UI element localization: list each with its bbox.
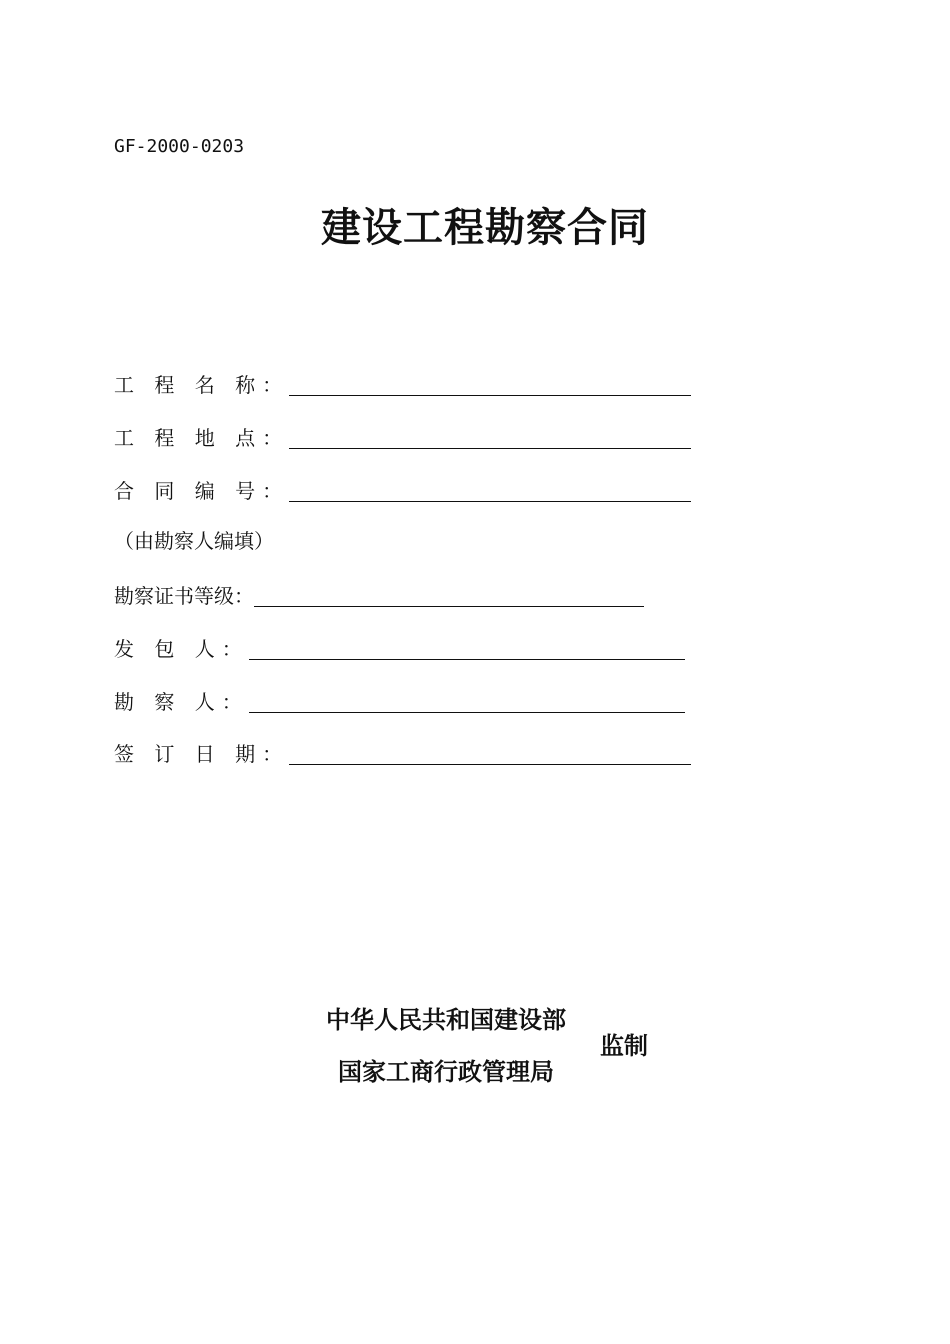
contract-number-note: （由勘察人编填） <box>114 529 274 553</box>
field-employer <box>114 632 685 662</box>
field-label: 勘察证书等级： <box>114 584 254 608</box>
field-label: 签 订 日 期： <box>114 742 290 766</box>
issuer-ministry: 中华人民共和国建设部 <box>326 1006 566 1034</box>
document-code: GF-2000-0203 <box>114 136 245 157</box>
field-underline[interactable] <box>289 426 691 449</box>
field-underline[interactable] <box>249 637 685 660</box>
field-signing-date <box>114 737 691 767</box>
field-label: 工 程 名 称： <box>114 373 290 397</box>
field-project-name <box>114 368 691 398</box>
field-underline[interactable] <box>289 742 691 765</box>
field-project-location <box>114 421 691 451</box>
field-label: 勘 察 人： <box>114 690 249 714</box>
field-underline[interactable] <box>289 479 691 502</box>
field-contract-number <box>114 474 691 504</box>
document-title: 建设工程勘察合同 <box>321 205 649 251</box>
field-underline[interactable] <box>254 584 644 607</box>
field-underline[interactable] <box>289 373 691 396</box>
field-label: 发 包 人： <box>114 637 249 661</box>
issuer-administration: 国家工商行政管理局 <box>338 1058 554 1086</box>
field-surveyor <box>114 685 685 715</box>
issuer-supervise: 监制 <box>600 1032 648 1060</box>
field-label: 合 同 编 号： <box>114 479 290 503</box>
field-underline[interactable] <box>249 690 685 713</box>
field-certificate-grade <box>114 579 644 609</box>
field-label: 工 程 地 点： <box>114 426 290 450</box>
